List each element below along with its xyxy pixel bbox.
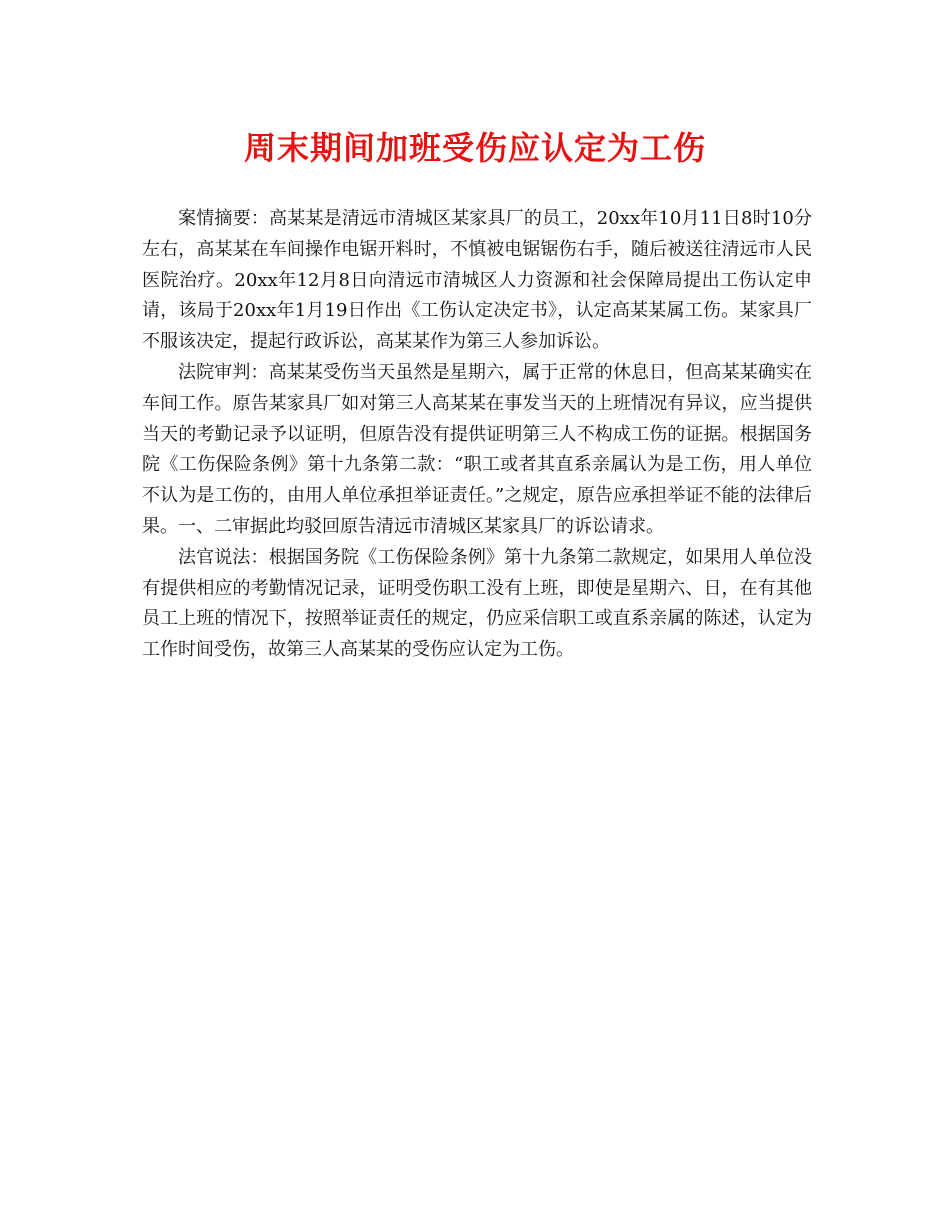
document-title: 周末期间加班受伤应认定为工伤 (243, 129, 706, 167)
paragraph-case-summary: 案情摘要：高某某是清远市清城区某家具厂的员工，20xx年10月11日8时10分左右，高某某在车间操作电锯开料时，不慎被电锯锯伤右手，随后被送往清远市人民医院治疗。20xx年12月8日向清远市清城区人力资源和社会保障局提出工伤认定申请，该局于20xx年1月19日作出《工伤认定决定书》，认定高某某属工伤。某家具厂不服该决定，提起行政诉讼，高某某作为第三人参加诉讼。 (142, 208, 812, 353)
document-body (142, 204, 812, 666)
paragraph-judge-commentary: 法官说法：根据国务院《工伤保险条例》第十九条第二款规定，如果用人单位没有提供相应的考勤情况记录，证明受伤职工没有上班，即使是星期六、日，在有其他员工上班的情况下，按照举证责任的规定，仍应采信职工或直系亲属的陈述，认定为工作时间受伤，故第三人高某某的受伤应认定为工伤。 (142, 546, 812, 661)
paragraph-court-judgment: 法院审判：高某某受伤当天虽然是星期六，属于正常的休息日，但高某某确实在车间工作。原告某家具厂如对第三人高某某在事发当天的上班情况有异议，应当提供当天的考勤记录予以证明，但原告没有提供证明第三人不构成工伤的证据。根据国务院《工伤保险条例》第十九条第二款：“职工或者其直系亲属认为是工伤，用人单位不认为是工伤的，由用人单位承担举证责任。”之规定，原告应承担举证不能的法律后果。一、二审据此均驳回原告清远市清城区某家具厂的诉讼请求。 (142, 361, 812, 537)
